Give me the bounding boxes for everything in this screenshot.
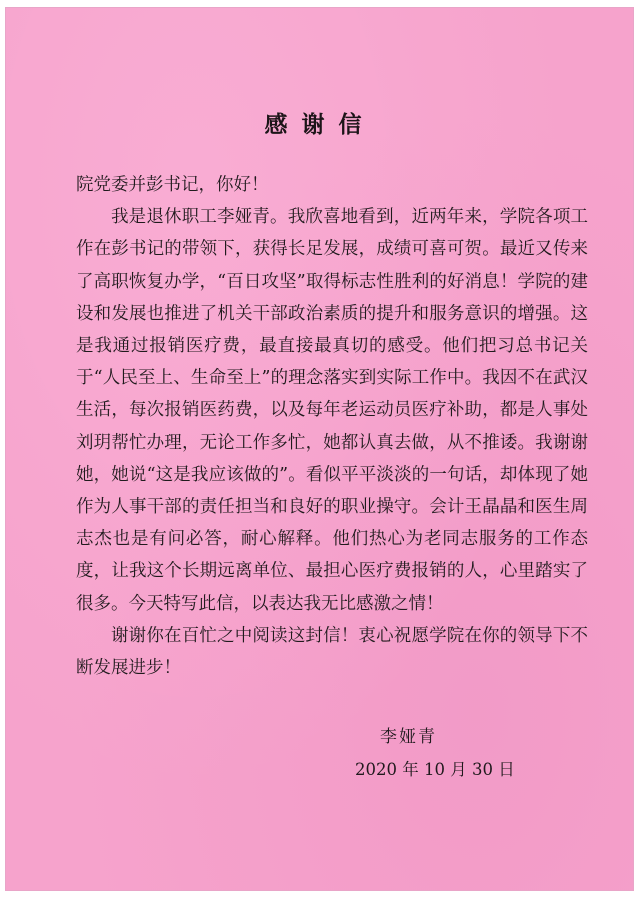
salutation: 院党委并彭书记，你好！ — [76, 175, 269, 195]
signature: 李娅青 — [380, 727, 437, 747]
letter-paragraph-1: 我是退休职工李娅青。我欣喜地看到，近两年来，学院各项工作在彭书记的带领下，获得长足发展，成绩可喜可贺。最近又传来了高职恢复办学，“百日攻坚”取得标志性胜利的好消息！学院的建设和发展也推进了机关干部政治素质的提升和服务意识的增强。这是我通过报销医疗费，最直接最真切的感受。他们把习总书记关于“人民至上、生命至上”的理念落实到实际工作中。我因不在武汉生活，每次报销医药费，以及每年老运动员医疗补助，都是人事处刘玥帮忙办理，无论工作多忙，她都认真去做，从不推诿。我谢谢她，她说“这是我应该做的”。看似平平淡淡的一句话，却体现了她作为人事干部的责任担当和良好的职业操守。会计王晶晶和医生周志杰也是有问必答，耐心解释。他们热心为老同志服务的工作态度，让我这个长期远离单位、最担心医疗费报销的人，心里踏实了很多。今天特写此信，以表达我无比感激之情！ — [76, 207, 588, 614]
letter-title: 感谢信 — [264, 112, 376, 138]
letter-paragraph-2: 谢谢你在百忙之中阅读这封信！衷心祝愿学院在你的领导下不断发展进步！ — [76, 625, 588, 679]
letter-body — [76, 169, 588, 684]
letter-date: 2020 年 10 月 30 日 — [355, 760, 515, 779]
